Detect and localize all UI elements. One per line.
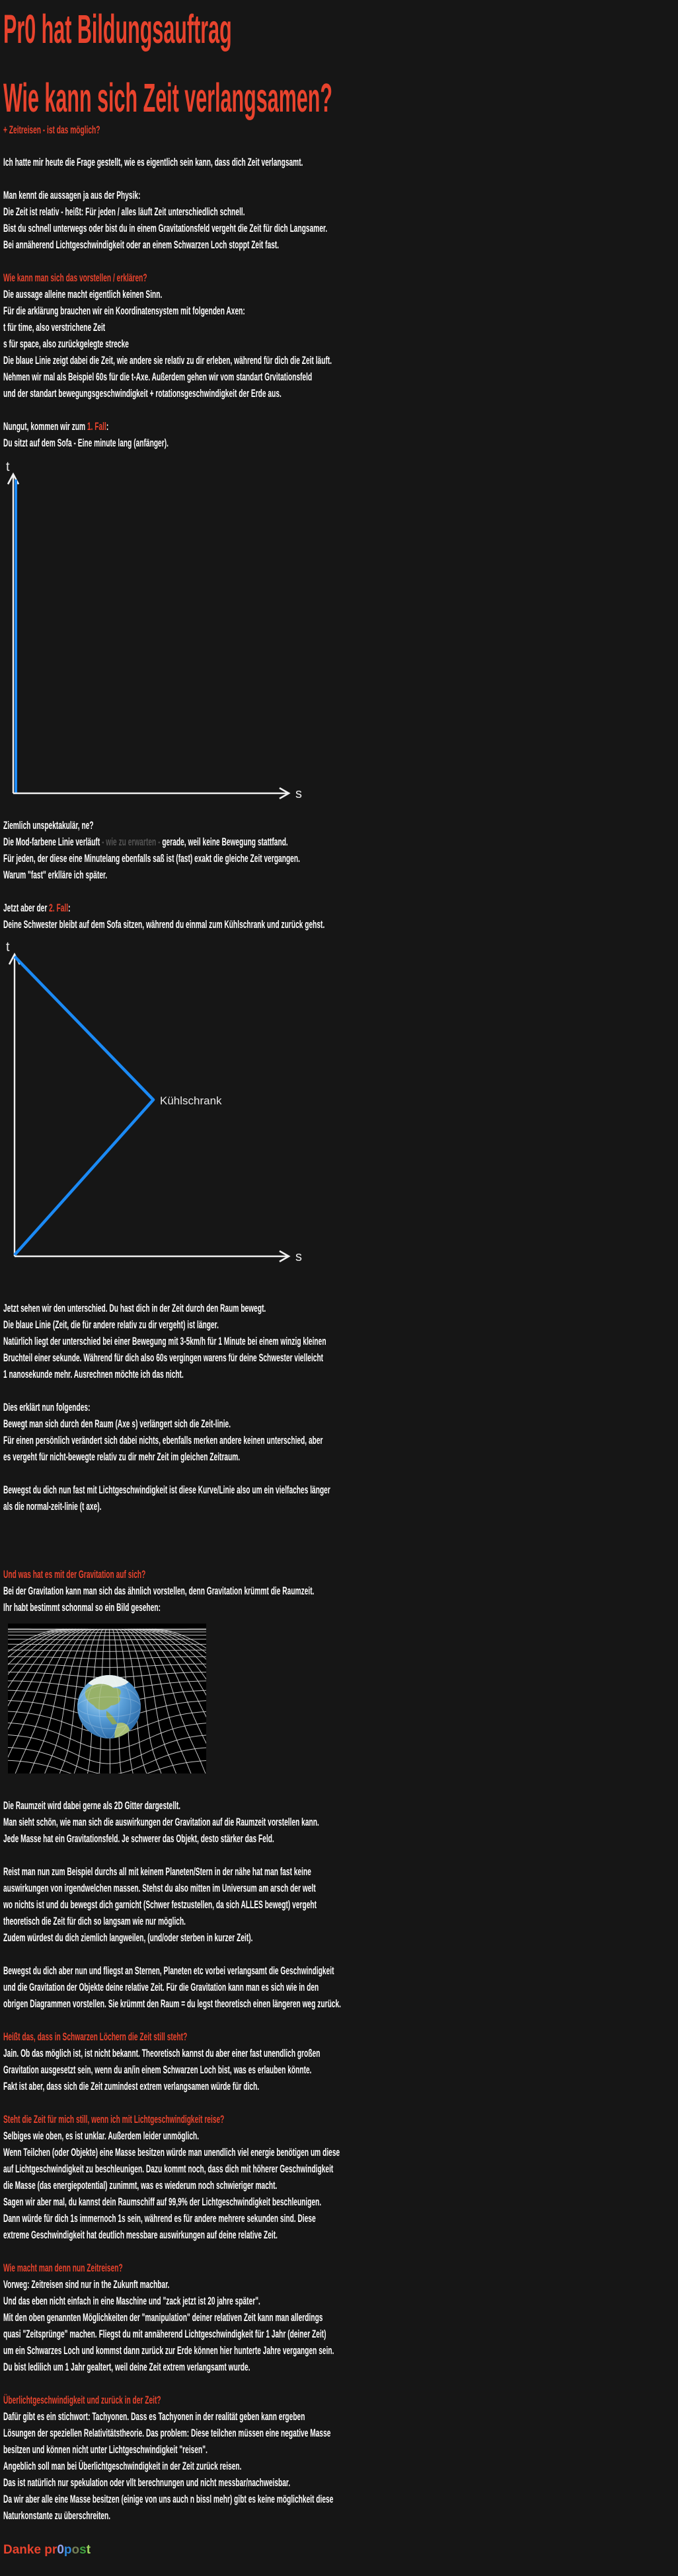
text-line [3,1830,677,1847]
text-line [3,187,677,203]
text-segment: und die Gravitation der Objekte deine relative Zeit. Für die Gravitation kann man es sich wie in den [3,1981,319,1993]
signature-segment: Danke pr [3,2543,57,2557]
text-segment: quasi "Zeitsprünge" machen. Fliegst du mit annäherend Lichtgeschwindigkeit für 1 Jahr (deiner Zeit) [3,2328,326,2340]
text-line [3,286,677,303]
text-line [3,1449,677,1465]
text-line [3,2161,677,2177]
text-line [3,817,677,834]
text-segment: Du sitzt auf dem Sofa - Eine minute lang (anfänger). [3,437,169,449]
text-segment: Wenn Teilchen (oder Objekte) eine Masse besitzen würde man unendlich viel energie benötigen um diese [3,2146,340,2159]
text-segment: Sagen wir aber mal, du kannst dein Raumschiff auf 99,9% der Lichtgeschwindigkeit beschleunigen. [3,2196,322,2208]
text-segment: um ein Schwarzes Loch und kommst dann zurück zur Erde können hier hunterte Jahre vergangen sein. [3,2344,334,2357]
text-segment: Ich hatte mir heute die Frage gestellt, wie es eigentlich sein kann, dass dich Zeit verlangsamt. [3,156,303,168]
text-line [3,1913,677,1929]
text-line [3,2425,677,2441]
text-segment: extreme Geschwindigkeit hat deutlich messbare auswirkungen auf deine relative Zeit. [3,2229,278,2241]
text-segment: Jetzt aber der [3,902,50,914]
text-segment: Bewegt man sich durch den Raum (Axe s) verlängert sich die Zeit-linie. [3,1417,231,1430]
text-segment: Nehmen wir mal als Beispiel 60s für die t-Axe. Außerdem gehen wir vom standart Grvitationsfeld [3,371,313,383]
fall2-paragraph [3,900,677,933]
kuehlschrank-label: Kühlschrank [160,1094,222,1107]
text-segment: t für time, also verstrichene Zeit [3,321,106,334]
text-segment: Ziemlich unspektakulär, ne? [3,819,94,832]
text-segment: Die Zeit ist relativ - heißt: Für jeden / alles läuft Zeit unterschiedlich schnell. [3,205,245,218]
text-segment: - wie zu erwarten - [102,836,161,848]
text-segment: Deine Schwester bleibt auf dem Sofa sitzen, während du einmal zum Kühlschrank und zurück gehst. [3,918,325,931]
text-segment: Lösungen der speziellen Relativitätstheorie. Das problem: Diese teilchen müssen eine negative Masse [3,2427,331,2439]
text-segment: Man sieht schön, wie man sich die auswirkungen der Gravitation auf die Raumzeit vorstellen kann. [3,1816,319,1828]
text-line [3,2144,677,2161]
text-line [3,2359,677,2375]
text-line [3,1415,677,1432]
text-segment: Wie kann man sich das vorstellen / erklären? [3,271,147,284]
text-line [3,1432,677,1449]
text-segment: 2. Fall [49,902,69,914]
text-line [3,2128,677,2144]
text-line [3,2458,677,2474]
text-segment: obrigen Diagrammen vorstellen. Sie krümmt den Raum = du legst theoretisch einen längeren weg zurück. [3,1997,341,2010]
text-line [3,2491,677,2507]
text-line [3,369,677,385]
text-line [3,336,677,352]
text-line [3,2045,677,2061]
footer-signature [3,2542,678,2558]
text-line [3,1929,677,1946]
s-axis-label: s [295,787,302,801]
ueberlicht-paragraph [3,2392,677,2524]
t-axis-label: t [6,940,10,954]
text-line [3,2309,677,2326]
text-segment: Man kennt die aussagen ja aus der Physik: [3,189,141,201]
grid-line [8,1632,206,1633]
diagram-second-case [3,938,320,1275]
text-segment: 1 nanosekunde mehr. Ausrechnen möchte ich das nicht. [3,1368,184,1380]
signature-segment: 0 [57,2543,64,2557]
text-line [3,2342,677,2359]
diagram-first-case [3,455,320,812]
text-line [3,2227,677,2243]
text-line [3,1566,677,1583]
text-segment: Jetzt sehen wir den unterschied. Du hast dich in der Zeit durch den Raum bewegt. [3,1302,266,1314]
text-line [3,2061,677,2078]
text-line [3,203,677,220]
text-segment: Du bist ledilich um 1 Jahr gealtert, weil deine Zeit extrem verlangsamt wurde. [3,2361,250,2373]
text-segment: Mit den oben genannten Möglichkeiten der "manipulation" deiner relativen Zeit kann man allerdings [3,2311,323,2324]
unterschied-paragraph [3,1300,677,1382]
text-line [3,916,677,933]
erklaerung-paragraph [3,1399,677,1465]
text-segment: Selbiges wie oben, es ist unklar. Außerdem leider unmöglich. [3,2129,200,2142]
section-intro [3,154,678,451]
text-line [3,900,677,916]
main-title: Pr0 hat Bildungsauftrag [3,7,232,52]
intro-paragraph [3,154,677,170]
text-segment: die Masse (das energiepotential) zunimmt, was es wiederum noch schwieriger macht. [3,2179,278,2192]
text-line [3,1814,677,1830]
text-segment: gerade, weil keine Bewegung stattfand. [160,836,288,848]
text-line [3,1333,677,1349]
text-line [3,1797,677,1814]
text-line [3,1399,677,1415]
text-line [3,2293,677,2309]
text-line [3,2177,677,2194]
text-segment: Jain. Ob das möglich ist, ist nicht bekannt. Theoretisch kannst du aber einer fast unendlich großen [3,2047,320,2059]
physik-paragraph [3,187,677,253]
text-line [3,2260,677,2276]
lichtgeschwindigkeit-paragraph [3,1482,677,1515]
text-segment: theoretisch die Zeit für dich so langsam wie nur möglich. [3,1915,186,1927]
text-segment: Wie macht man denn nun Zeitreisen? [3,2262,123,2274]
raumzeit-gitter-paragraph [3,1797,677,1847]
text-segment: Steht die Zeit für mich still, wenn ich mit Lichtgeschwindigkeit reise? [3,2113,225,2126]
unspektakulaer-paragraph [3,817,677,883]
text-segment: und der standart bewegungsgeschwindigkeit + rotationsgeschwindigkeit der Erde aus. [3,387,282,400]
text-segment: als die normal-zeit-linie (t axe). [3,1500,102,1513]
text-segment: Überlichtgeschwindigkeit und zurück in der Zeit? [3,2394,161,2406]
text-segment: Fakt ist aber, dass sich die Zeit zumindest extrem verlangsamen würde für dich. [3,2080,260,2093]
text-line [3,1366,677,1382]
text-segment: Da wir aber alle eine Masse besitzen (einige von uns auch n bissl mehr) gibt es keine möglichkeit diese [3,2493,334,2505]
text-line [3,1599,677,1616]
text-segment: : [106,420,109,433]
text-line [3,867,677,883]
text-line [3,269,677,286]
text-segment: Zudem würdest du dich ziemlich langweilen, (und/oder sterben in kurzer Zeit). [3,1931,253,1944]
text-segment: Die blaue Linie (Zeit, die für andere relativ zu dir vergeht) ist länger. [3,1318,219,1331]
text-line [3,1482,677,1498]
text-segment: s für space, also zurückgelegte strecke [3,338,129,350]
text-segment: Die blaue Linie zeigt dabei die Zeit, wie andere sie relativ zu dir erleben, während für dich die Zeit läuft. [3,354,332,367]
text-segment: Und was hat es mit der Gravitation auf sich? [3,1568,146,1581]
signature-segment: o [71,2543,80,2557]
text-segment: Bewegst du dich nun fast mit Lichtgeschwindigkeit ist diese Kurve/Linie also um ein vielfaches länger [3,1484,330,1496]
t-axis-label: t [6,460,10,474]
earth-spacetime-figure [8,1624,206,1773]
text-line [3,435,677,451]
text-line [3,418,677,435]
text-line [3,1316,677,1333]
text-line [3,2326,677,2342]
text-line [3,2474,677,2491]
text-segment: Die aussage alleine macht eigentlich keinen Sinn. [3,288,163,301]
text-line [3,236,677,253]
question-title: Wie kann sich Zeit verlangsamen? [3,75,333,120]
text-segment: Das ist natürlich nur spekulation oder vllt berechnungen und nicht messbar/nachweisbar. [3,2476,291,2489]
text-segment: Natürlich liegt der unterschied bei einer Bewegung mit 3-5km/h für 1 Minute bei einem winzig kleinen [3,1335,326,1347]
text-line [3,850,677,867]
text-segment: Reist man nun zum Beispiel durchs all mit keinem Planeten/Stern in der nähe hat man fast keine [3,1865,311,1878]
text-segment: Warum "fast" erklläre ich später. [3,869,108,881]
vorstellen-paragraph [3,269,677,402]
text-line [3,154,677,170]
text-line [3,303,677,319]
text-segment: Dann würde für dich 1s immernoch 1s sein, während es für andere mehrere sekunden sind. Diese [3,2212,316,2225]
time-line [15,956,153,1255]
text-segment: Bei der Gravitation kann man sich das ähnlich vorstellen, denn Gravitation krümmt die Raumzeit. [3,1585,315,1597]
text-segment: Für die arklärung brauchen wir ein Koordinatensystem mit folgenden Axen: [3,304,245,317]
zeitreisen-paragraph [3,2260,677,2375]
text-segment: Dafür gibt es ein stichwort: Tachyonen. Dass es Tachyonen in der realität geben kann ergeben [3,2410,305,2423]
text-line [3,1979,677,1995]
text-line [3,2507,677,2524]
reise-durchs-all-paragraph [3,1863,677,1946]
text-segment: Die Mod-farbene Linie verläuft [3,836,102,848]
text-segment: Die Raumzeit wird dabei gerne als 2D Gitter dargestellt. [3,1799,181,1812]
text-line [3,319,677,336]
section-explanation [3,1300,678,1616]
text-segment: Nungut, kommen wir zum [3,420,87,433]
vorbeiflug-paragraph [3,1962,677,2012]
text-line [3,1880,677,1896]
text-segment: : [68,902,71,914]
text-line [3,1583,677,1599]
text-line [3,1498,677,1515]
text-line [3,1896,677,1913]
text-segment: Bewegst du dich aber nun und fliegst an Sternen, Planeten etc vorbei verlangsamt die Geschwindigkeit [3,1964,334,1977]
text-line [3,2276,677,2293]
text-segment: auswirkungen von irgendwelchen massen. Stehst du also mitten im Universum am arsch der welt [3,1882,316,1894]
text-segment: auf Lichtgeschwindigkeit zu beschleunigen. Dazu kommt noch, dass dich mit höherer Geschwindigkeit [3,2163,334,2175]
section-gravitation [3,1797,678,2524]
text-segment: Angeblich soll man bei Überlichtgeschwindigkeit in der Zeit zurück reisen. [3,2460,242,2472]
text-line [3,2392,677,2408]
text-line [3,1995,677,2012]
text-segment: Heißt das, dass in Schwarzen Löchern die Zeit still steht? [3,2030,188,2043]
text-segment: Und das eben nicht einfach in eine Maschine und "zack jetzt ist 20 jahre später". [3,2295,260,2307]
signature-segment: s [79,2543,87,2557]
zeit-still-paragraph [3,2111,677,2243]
text-line [3,2210,677,2227]
tagline: + Zeitreisen - ist das möglich? [3,124,100,136]
text-line [3,1962,677,1979]
text-line [3,1300,677,1316]
text-segment: besitzen und können nicht unter Lichtgeschwindigkeit "reisen". [3,2443,207,2456]
fall1-paragraph [3,418,677,451]
text-line [3,352,677,369]
text-segment: wo nichts ist und du bewegst dich garnicht (Schwer festzustellen, da sich ALLES bewegt) vergeht [3,1898,317,1911]
text-line [3,1349,677,1366]
gravitation-frage-paragraph [3,1566,677,1616]
text-segment: Bei annäherend Lichtgeschwindigkeit oder an einem Schwarzen Loch stoppt Zeit fast. [3,238,280,251]
text-line [3,220,677,236]
text-segment: Gravitation ausgesetzt sein, wenn du an/in einem Schwarzen Loch bist, was es erlauben könnte. [3,2063,312,2076]
text-segment: Dies erklärt nun folgendes: [3,1401,91,1413]
text-line [3,2078,677,2094]
text-segment: Jede Masse hat ein Gravitationsfeld. Je schwerer das Objekt, desto stärker das Feld. [3,1832,274,1845]
s-axis-label: s [295,1250,302,1264]
signature-segment: t [86,2543,91,2557]
text-line [3,2028,677,2045]
text-segment: Für einen persönlich verändert sich dabei nichts, ebenfalls merken andere keinen unterschied, aber [3,1434,323,1447]
text-line [3,2111,677,2128]
text-line [3,1863,677,1880]
text-line [3,834,677,850]
section-first-case [3,817,678,933]
text-segment: Für jeden, der diese eine Minutelang ebenfalls saß ist (fast) exakt die gleiche Zeit vergangen. [3,852,300,865]
text-line [3,2441,677,2458]
text-line [3,2194,677,2210]
text-segment: Vorweg: Zeitreisen sind nur in the Zukunft machbar. [3,2278,170,2291]
schwarze-loecher-paragraph [3,2028,677,2094]
text-segment: Ihr habt bestimmt schonmal so ein Bild gesehen: [3,1601,161,1614]
text-segment: Bruchteil einer sekunde. Während für dich also 60s vergingen warens für deine Schwester vielleicht [3,1351,324,1364]
text-segment: 1. Fall [87,420,106,433]
text-line [3,2408,677,2425]
text-segment: Naturkonstante zu überschreiten. [3,2509,111,2522]
text-line [3,385,677,402]
text-segment: Bist du schnell unterwegs oder bist du in einem Gravitationsfeld vergeht die Zeit für dich Langsamer. [3,222,328,234]
text-segment: es vergeht für nicht-bewegte relativ zu dir mehr Zeit im gleichen Zeitraum. [3,1450,241,1463]
signature-segment: p [63,2543,72,2557]
